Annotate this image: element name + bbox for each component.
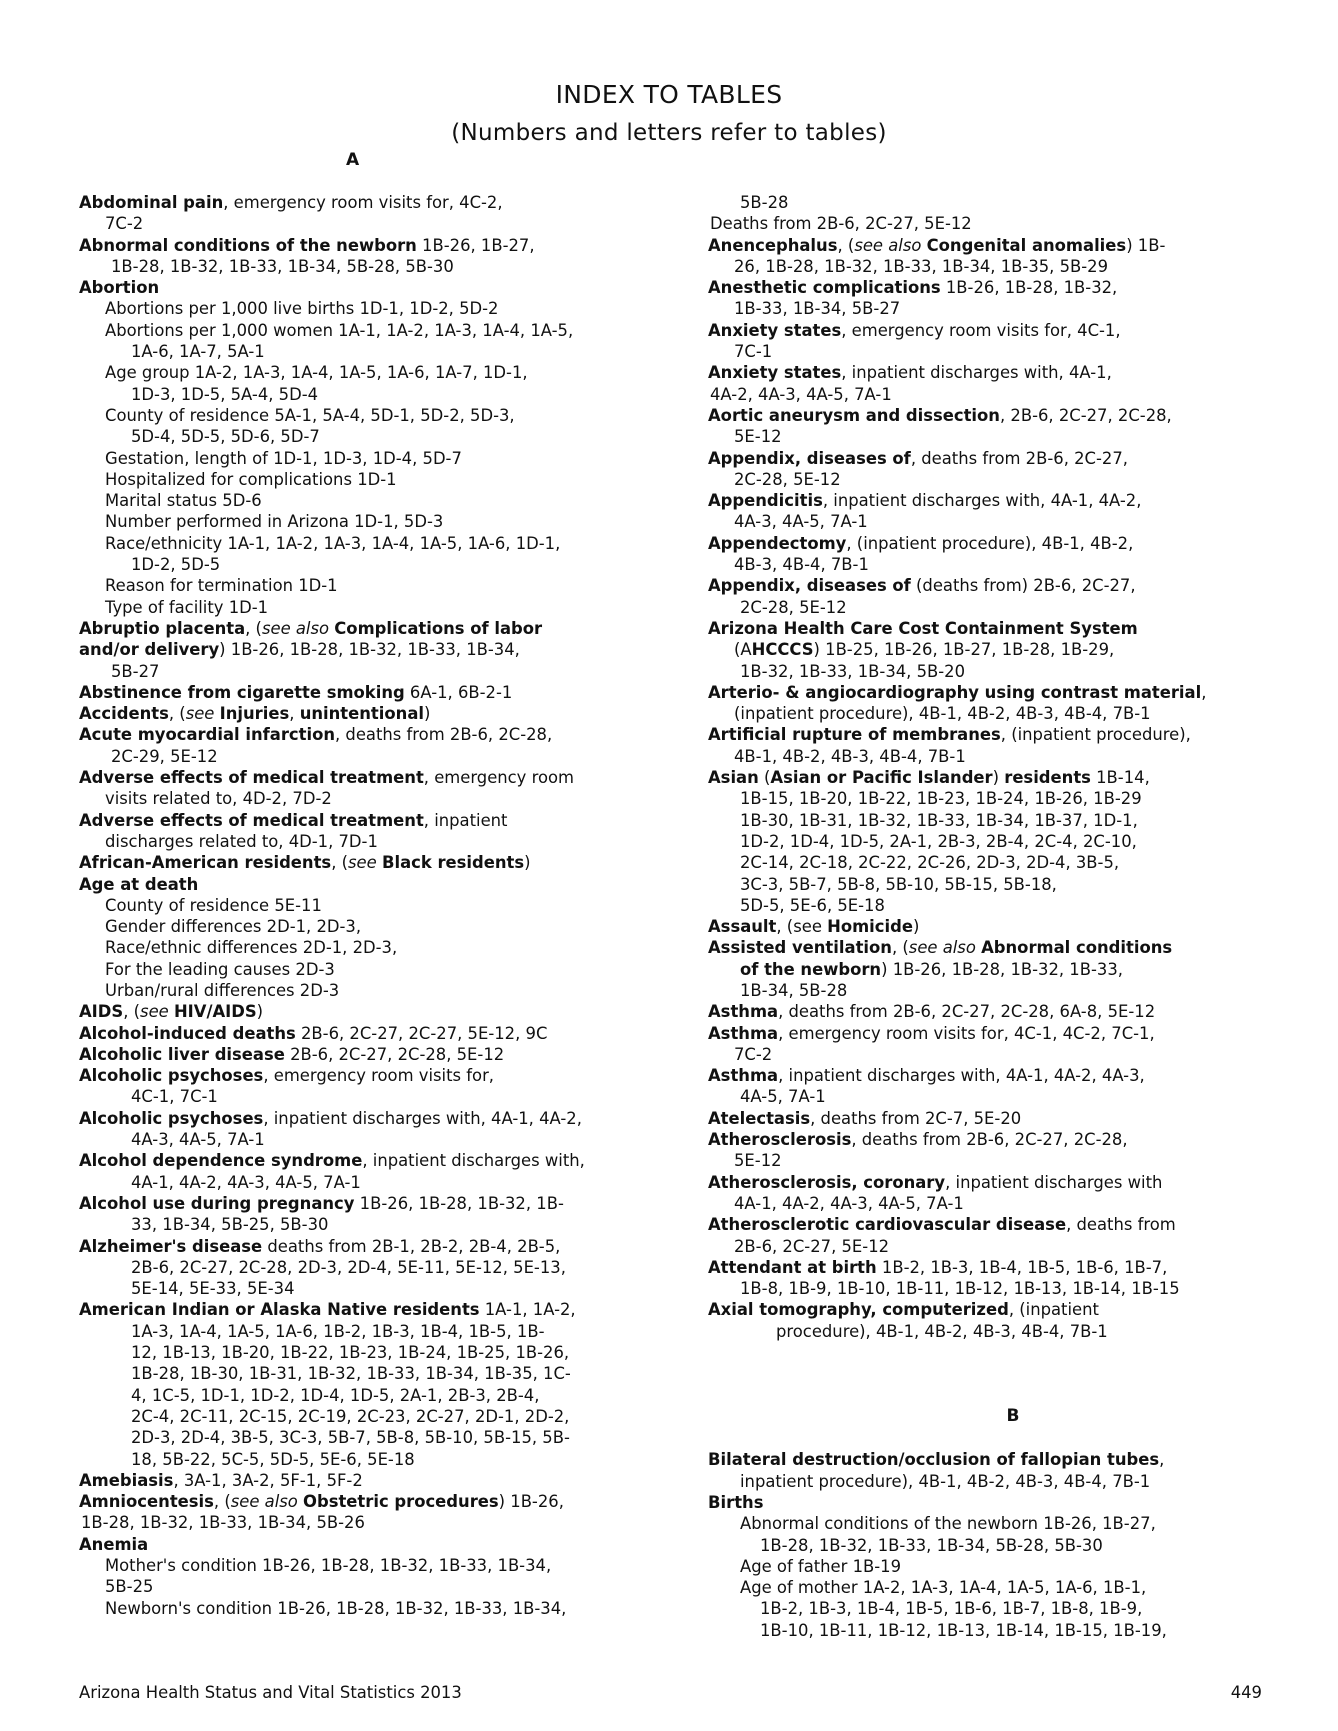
index-entry-continuation: 1B-30, 1B-31, 1B-32, 1B-33, 1B-34, 1B-37, 1D-1, [740,810,1138,830]
index-entry-continuation: Gender differences 2D-1, 2D-3, [105,917,362,937]
index-entry-continuation: 4, 1C-5, 1D-1, 1D-2, 1D-4, 1D-5, 2A-1, 2B-3, 2B-4, [131,1385,540,1405]
index-entry-continuation: Deaths from 2B-6, 2C-27, 5E-12 [710,214,972,234]
index-entry-continuation: 2B-6, 2C-27, 5E-12 [734,1236,890,1256]
index-entry-continuation: 5D-5, 5E-6, 5E-18 [740,895,885,915]
index-entry-continuation: 1B-28, 1B-30, 1B-31, 1B-32, 1B-33, 1B-34, 1B-35, 1C- [131,1364,571,1384]
index-entry-continuation: 3C-3, 5B-7, 5B-8, 5B-10, 5B-15, 5B-18, [740,874,1057,894]
index-entry-continuation: Race/ethnic differences 2D-1, 2D-3, [105,938,398,958]
index-entry-continuation: Abortions per 1,000 women 1A-1, 1A-2, 1A-3, 1A-4, 1A-5, [105,320,574,340]
index-entry: and/or delivery) 1B-26, 1B-28, 1B-32, 1B-33, 1B-34, [79,640,520,660]
index-column-right [708,192,1268,1641]
index-entry-continuation: 1B-28, 1B-32, 1B-33, 1B-34, 5B-28, 5B-30 [760,1535,1103,1555]
index-column-left [79,192,639,1619]
index-entry: Anemia [79,1534,149,1554]
index-entry-continuation: 7C-2 [734,1044,773,1064]
index-entry: Anxiety states, inpatient discharges with, 4A-1, [708,363,1112,383]
index-entry-continuation: 4A-2, 4A-3, 4A-5, 7A-1 [710,384,892,404]
index-entry-continuation: Hospitalized for complications 1D-1 [105,469,397,489]
index-section-b [708,1449,1268,1641]
index-entry-continuation: inpatient procedure), 4B-1, 4B-2, 4B-3, 4B-4, 7B-1 [740,1471,1151,1491]
index-entry: Asian (Asian or Pacific Islander) residents 1B-14, [708,768,1150,788]
index-entry: Atherosclerotic cardiovascular disease, deaths from [708,1215,1176,1235]
index-entry: Anesthetic complications 1B-26, 1B-28, 1B-32, [708,278,1118,298]
index-entry-continuation: 1B-8, 1B-9, 1B-10, 1B-11, 1B-12, 1B-13, 1B-14, 1B-15 [740,1279,1180,1299]
index-entry-continuation: 18, 5B-22, 5C-5, 5D-5, 5E-6, 5E-18 [131,1449,415,1469]
index-entry: Atherosclerosis, coronary, inpatient discharges with [708,1172,1163,1192]
index-entry-continuation: 4A-3, 4A-5, 7A-1 [734,512,868,532]
index-entry-continuation: 5E-14, 5E-33, 5E-34 [131,1279,295,1299]
index-entry: Alcoholic liver disease 2B-6, 2C-27, 2C-28, 5E-12 [79,1044,505,1064]
index-entry-continuation: 4B-1, 4B-2, 4B-3, 4B-4, 7B-1 [734,746,966,766]
index-entry: Asthma, deaths from 2B-6, 2C-27, 2C-28, 6A-8, 5E-12 [708,1002,1156,1022]
index-entry: Axial tomography, computerized, (inpatient [708,1300,1099,1320]
index-entry-continuation: 1A-3, 1A-4, 1A-5, 1A-6, 1B-2, 1B-3, 1B-4, 1B-5, 1B- [131,1321,545,1341]
index-entry: Atherosclerosis, deaths from 2B-6, 2C-27, 2C-28, [708,1130,1128,1150]
index-entry: AIDS, (see HIV/AIDS) [79,1002,264,1022]
index-entry: Adverse effects of medical treatment, emergency room [79,768,574,788]
index-entry-continuation: discharges related to, 4D-1, 7D-1 [105,831,378,851]
index-entry-continuation: 2C-14, 2C-18, 2C-22, 2C-26, 2D-3, 2D-4, 3B-5, [740,853,1120,873]
index-entry: Arizona Health Care Cost Containment System [708,618,1138,638]
index-entry: Asthma, inpatient discharges with, 4A-1, 4A-2, 4A-3, [708,1066,1145,1086]
index-entry-continuation: procedure), 4B-1, 4B-2, 4B-3, 4B-4, 7B-1 [776,1321,1108,1341]
index-entry-continuation: 5D-4, 5D-5, 5D-6, 5D-7 [131,427,320,447]
index-entry: Abstinence from cigarette smoking 6A-1, 6B-2-1 [79,682,513,702]
index-entry-continuation: Abnormal conditions of the newborn 1B-26, 1B-27, [740,1514,1156,1534]
index-entry-continuation: 1B-10, 1B-11, 1B-12, 1B-13, 1B-14, 1B-15, 1B-19, [760,1620,1167,1640]
footer-page-number: 449 [1230,1683,1262,1702]
index-entry-continuation: Type of facility 1D-1 [105,597,269,617]
index-entry: Atelectasis, deaths from 2C-7, 5E-20 [708,1108,1022,1128]
index-entry: Bilateral destruction/occlusion of fallopian tubes, [708,1450,1165,1470]
index-entry-continuation: 5B-27 [111,661,160,681]
page-subtitle: (Numbers and letters refer to tables) [451,120,887,146]
index-entry: Asthma, emergency room visits for, 4C-1, 4C-2, 7C-1, [708,1023,1155,1043]
index-entry-continuation: Abortions per 1,000 live births 1D-1, 1D-2, 5D-2 [105,299,499,319]
index-entry: Accidents, (see Injuries, unintentional) [79,704,431,724]
index-entry: Births [708,1492,764,1512]
index-entry-continuation: 26, 1B-28, 1B-32, 1B-33, 1B-34, 1B-35, 5B-29 [734,256,1109,276]
index-entry-continuation: Age of father 1B-19 [740,1556,902,1576]
index-entry-continuation: 4A-1, 4A-2, 4A-3, 4A-5, 7A-1 [131,1172,361,1192]
index-entry: Arterio- & angiocardiography using contrast material, [708,682,1207,702]
index-entry-continuation: Marital status 5D-6 [105,491,262,511]
index-entry-continuation: Reason for termination 1D-1 [105,576,338,596]
index-entry-continuation: 4C-1, 7C-1 [131,1087,218,1107]
index-entry-continuation: 7C-1 [734,342,773,362]
index-entry-continuation: 33, 1B-34, 5B-25, 5B-30 [131,1215,329,1235]
section-letter-a: A [346,150,360,170]
index-entry-continuation: Race/ethnicity 1A-1, 1A-2, 1A-3, 1A-4, 1A-5, 1A-6, 1D-1, [105,533,561,553]
index-entry-continuation: Urban/rural differences 2D-3 [105,980,340,1000]
index-entry-continuation: 1D-3, 1D-5, 5A-4, 5D-4 [131,384,319,404]
index-entry-continuation: 1D-2, 1D-4, 1D-5, 2A-1, 2B-3, 2B-4, 2C-4, 2C-10, [740,831,1137,851]
index-entry-continuation: 1D-2, 5D-5 [131,555,221,575]
index-entry: Attendant at birth 1B-2, 1B-3, 1B-4, 1B-5, 1B-6, 1B-7, [708,1257,1168,1277]
index-entry-continuation: 12, 1B-13, 1B-20, 1B-22, 1B-23, 1B-24, 1B-25, 1B-26, [131,1343,570,1363]
index-entry-continuation: 2B-6, 2C-27, 2C-28, 2D-3, 2D-4, 5E-11, 5E-12, 5E-13, [131,1257,566,1277]
index-entry: Appendix, diseases of (deaths from) 2B-6, 2C-27, [708,576,1136,596]
index-entry: Alzheimer's disease deaths from 2B-1, 2B-2, 2B-4, 2B-5, [79,1236,561,1256]
index-entry-continuation: 5B-25 [105,1577,154,1597]
index-entry: Appendicitis, inpatient discharges with, 4A-1, 4A-2, [708,491,1142,511]
index-entry: Assault, (see Homicide) [708,917,920,937]
index-entry-continuation: 2C-28, 5E-12 [740,597,847,617]
index-entry: Alcoholic psychoses, inpatient discharges with, 4A-1, 4A-2, [79,1108,582,1128]
index-entry-continuation: 2C-28, 5E-12 [734,469,841,489]
index-entry: Alcohol use during pregnancy 1B-26, 1B-28, 1B-32, 1B- [79,1193,564,1213]
index-entry: Abruptio placenta, (see also Complications of labor [79,618,543,638]
index-entry-continuation: 4B-3, 4B-4, 7B-1 [734,555,869,575]
index-entry-continuation: of the newborn) 1B-26, 1B-28, 1B-32, 1B-33, [740,959,1123,979]
index-entry-continuation: 4A-3, 4A-5, 7A-1 [131,1130,265,1150]
index-entry-continuation: 5E-12 [734,1151,782,1171]
index-entry-continuation: 1B-28, 1B-32, 1B-33, 1B-34, 5B-28, 5B-30 [111,256,454,276]
index-entry: Amebiasis, 3A-1, 3A-2, 5F-1, 5F-2 [79,1470,363,1490]
index-entry-continuation: Gestation, length of 1D-1, 1D-3, 1D-4, 5D-7 [105,448,462,468]
index-entry-continuation: 7C-2 [105,214,144,234]
index-entry-continuation: 1B-33, 1B-34, 5B-27 [734,299,901,319]
index-entry: Aortic aneurysm and dissection, 2B-6, 2C-27, 2C-28, [708,405,1172,425]
index-entry: African-American residents, (see Black residents) [79,853,531,873]
index-entry-continuation: For the leading causes 2D-3 [105,959,335,979]
index-entry-continuation: Number performed in Arizona 1D-1, 5D-3 [105,512,444,532]
index-entry-continuation: 5E-12 [734,427,782,447]
index-entry-continuation: (AHCCCS) 1B-25, 1B-26, 1B-27, 1B-28, 1B-29, [734,640,1115,660]
index-entry: Anencephalus, (see also Congenital anomalies) 1B- [708,235,1166,255]
index-entry: Appendix, diseases of, deaths from 2B-6, 2C-27, [708,448,1128,468]
index-entry: Alcohol-induced deaths 2B-6, 2C-27, 2C-27, 5E-12, 9C [79,1023,548,1043]
index-entry-continuation: 2C-29, 5E-12 [111,746,218,766]
index-entry-continuation: visits related to, 4D-2, 7D-2 [105,789,332,809]
index-section-a-continued [708,192,1268,1342]
index-entry-continuation: 2C-4, 2C-11, 2C-15, 2C-19, 2C-23, 2C-27, 2D-1, 2D-2, [131,1406,570,1426]
index-entry: Age at death [79,874,199,894]
index-entry: Adverse effects of medical treatment, inpatient [79,810,508,830]
index-entry: Appendectomy, (inpatient procedure), 4B-1, 4B-2, [708,533,1134,553]
index-entry-continuation: 1B-28, 1B-32, 1B-33, 1B-34, 5B-26 [81,1513,365,1533]
index-entry: Amniocentesis, (see also Obstetric procedures) 1B-26, [79,1492,564,1512]
index-entry-continuation: 1B-15, 1B-20, 1B-22, 1B-23, 1B-24, 1B-26, 1B-29 [740,789,1142,809]
index-entry-continuation: (inpatient procedure), 4B-1, 4B-2, 4B-3, 4B-4, 7B-1 [734,704,1151,724]
index-entry: Acute myocardial infarction, deaths from 2B-6, 2C-28, [79,725,553,745]
page-title: INDEX TO TABLES [555,80,783,109]
index-entry-continuation: 4A-1, 4A-2, 4A-3, 4A-5, 7A-1 [734,1193,964,1213]
index-entry-continuation: Age of mother 1A-2, 1A-3, 1A-4, 1A-5, 1A-6, 1B-1, [740,1578,1147,1598]
index-entry-continuation: 1B-34, 5B-28 [740,980,848,1000]
index-entry-continuation: County of residence 5E-11 [105,895,322,915]
index-entry-continuation: 5B-28 [740,193,789,212]
footer-publication: Arizona Health Status and Vital Statistics 2013 [79,1683,462,1702]
index-entry: Abnormal conditions of the newborn 1B-26, 1B-27, [79,235,535,255]
index-entry-continuation: County of residence 5A-1, 5A-4, 5D-1, 5D-2, 5D-3, [105,405,515,425]
index-entry: Alcoholic psychoses, emergency room visits for, [79,1066,495,1086]
index-entry-continuation: 4A-5, 7A-1 [740,1087,826,1107]
index-entry-continuation: Mother's condition 1B-26, 1B-28, 1B-32, 1B-33, 1B-34, [105,1556,552,1575]
index-entry-continuation: 1B-32, 1B-33, 1B-34, 5B-20 [740,661,966,681]
index-entry: Assisted ventilation, (see also Abnormal conditions [708,938,1173,958]
index-entry: Artificial rupture of membranes, (inpatient procedure), [708,725,1191,745]
index-entry-continuation: Age group 1A-2, 1A-3, 1A-4, 1A-5, 1A-6, 1A-7, 1D-1, [105,363,528,383]
index-entry-continuation: 1A-6, 1A-7, 5A-1 [131,342,265,362]
index-entry: American Indian or Alaska Native residents 1A-1, 1A-2, [79,1300,576,1320]
index-entry-continuation: 1B-2, 1B-3, 1B-4, 1B-5, 1B-6, 1B-7, 1B-8, 1B-9, [760,1599,1143,1619]
index-entry-continuation: Newborn's condition 1B-26, 1B-28, 1B-32, 1B-33, 1B-34, [105,1598,567,1618]
section-letter-b: B [1006,1406,1020,1427]
index-entry: Abdominal pain, emergency room visits for, 4C-2, [79,193,503,212]
index-entry: Alcohol dependence syndrome, inpatient discharges with, [79,1151,585,1171]
index-entry-continuation: 2D-3, 2D-4, 3B-5, 3C-3, 5B-7, 5B-8, 5B-10, 5B-15, 5B- [131,1428,570,1448]
index-entry: Abortion [79,278,160,298]
index-entry: Anxiety states, emergency room visits for, 4C-1, [708,320,1121,340]
